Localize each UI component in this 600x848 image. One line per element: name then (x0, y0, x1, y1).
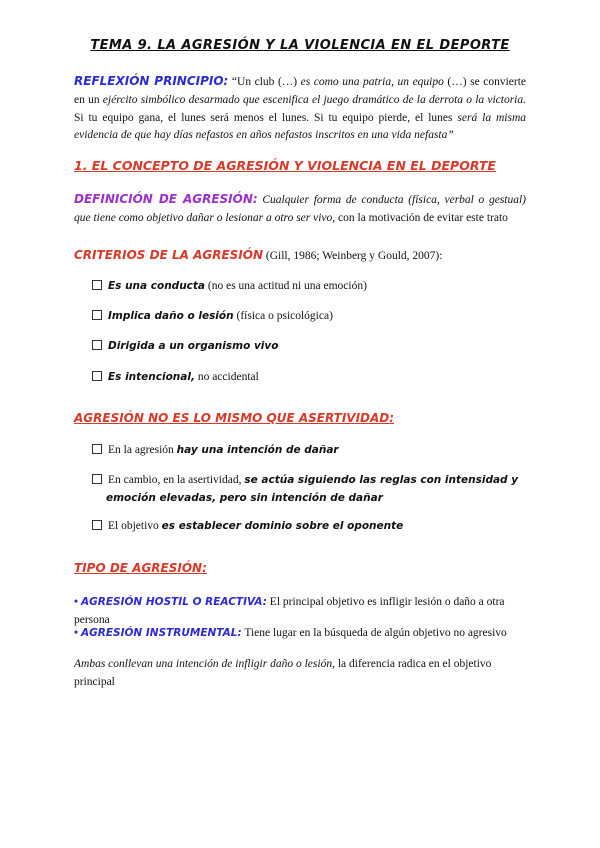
criterio-bold: Es una conducta (108, 280, 206, 292)
reflexion-paragraph (74, 72, 526, 145)
criterio-item-4 (92, 369, 526, 387)
tipo-heading: TIPO DE AGRESIÓN: (74, 561, 207, 575)
criterio-item-1 (92, 278, 526, 296)
checkbox-icon (92, 474, 102, 484)
bullet-icon: • (74, 627, 79, 639)
tipo-label: AGRESIÓN INSTRUMENTAL: (81, 627, 242, 639)
asertividad-pre: En cambio, en la asertividad, (108, 474, 242, 486)
asertividad-item-2 (92, 472, 526, 508)
checkbox-icon (92, 310, 102, 320)
reflexion-quote-6: será la misma evidencia de que hay días nefastos en años nefastos inscritos en una vida nefasta” (74, 111, 527, 142)
criterios-label: CRITERIOS DE LA AGRESIÓN (74, 248, 263, 262)
reflexion-quote-5: Si tu equipo gana, el lunes será menos el lunes. Si tu equipo pierde, el lunes (74, 111, 453, 124)
criterio-item-3 (92, 338, 526, 356)
asertividad-bold: se actúa siguiendo las reglas con intensidad y emoción elevadas, pero sin intención de dañar (106, 474, 519, 504)
tipo-closing-italic: Ambas conllevan una intención de infligir daño o lesión, (74, 658, 335, 670)
reflexion-label: REFLEXIÓN PRINCIPIO: (74, 74, 229, 88)
checkbox-icon (92, 444, 102, 454)
asertividad-bold: es establecer dominio sobre el oponente (161, 520, 404, 532)
criterio-rest: no accidental (197, 371, 259, 383)
checkbox-icon (92, 371, 102, 381)
definicion-label: DEFINICIÓN DE AGRESIÓN: (74, 192, 258, 206)
page-title: TEMA 9. LA AGRESIÓN Y LA VIOLENCIA EN EL DEPORTE (90, 38, 510, 53)
reflexion-quote-3: (…) se convierte en un (74, 76, 527, 106)
checkbox-icon (92, 280, 102, 290)
definicion-rest: con la motivación de evitar este trato (338, 211, 508, 224)
reflexion-quote-1: “Un club (…) (231, 76, 298, 88)
checkbox-icon (92, 340, 102, 350)
reflexion-quote-2: es como una patria, un equipo (300, 76, 444, 88)
tipo-closing (74, 656, 534, 692)
criterio-rest: (no es una actitud ni una emoción) (207, 280, 367, 292)
definicion-paragraph (74, 190, 526, 228)
tipo-item-2 (74, 625, 526, 643)
criterio-bold: Es intencional, (108, 371, 195, 383)
tipo-text: Tiene lugar en la búsqueda de algún objetivo no agresivo (244, 627, 507, 639)
section-1-heading: 1. EL CONCEPTO DE AGRESIÓN Y VIOLENCIA EN EL DEPORTE (74, 158, 496, 173)
asertividad-item-3 (92, 518, 526, 536)
definicion-italic: Cualquier forma de conducta (física, verbal o gestual) que tiene como objetivo dañar o lesionar a otro ser vivo, (74, 194, 527, 224)
asertividad-pre: En la agresión (108, 444, 174, 456)
asertividad-item-1 (92, 442, 526, 460)
asertividad-bold: hay una intención de dañar (176, 444, 339, 456)
criterios-ref: (Gill, 1986; Weinberg y Gould, 2007): (265, 250, 443, 262)
bullet-icon: • (74, 596, 79, 608)
criterio-rest: (física o psicológica) (236, 310, 333, 322)
reflexion-quote-4: ejército simbólico desarmado que escenifica el juego dramático de la derrota o la victoria. (102, 93, 527, 106)
asertividad-pre: El objetivo (108, 520, 159, 532)
criterio-item-2 (92, 308, 526, 326)
asertividad-heading: AGRESIÓN NO ES LO MISMO QUE ASERTIVIDAD: (74, 411, 395, 425)
checkbox-icon (92, 520, 102, 530)
tipo-closing-rest: la diferencia radica en el objetivo principal (74, 658, 492, 688)
criterios-heading (74, 246, 526, 266)
criterio-bold: Dirigida a un organismo vivo (108, 340, 279, 352)
criterio-bold: Implica daño o lesión (108, 310, 234, 322)
tipo-label: AGRESIÓN HOSTIL O REACTIVA: (81, 596, 267, 608)
tipo-text: El principal objetivo es infligir lesión o daño a otra persona (74, 596, 505, 626)
